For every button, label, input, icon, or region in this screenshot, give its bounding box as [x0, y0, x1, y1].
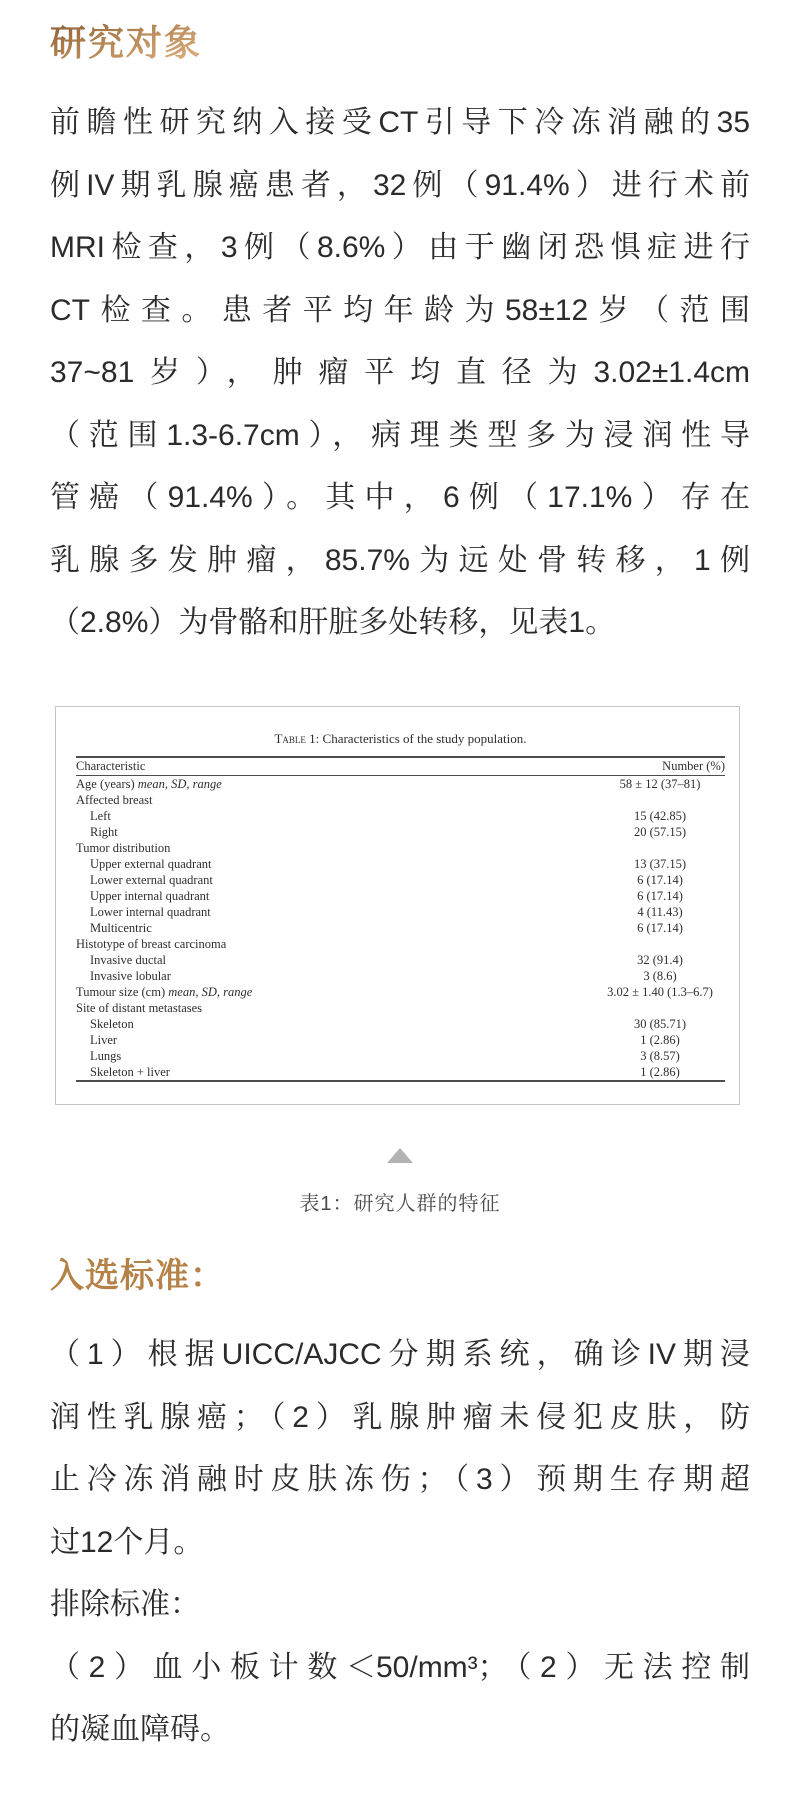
table-title-text: 1: Characteristics of the study population. — [305, 731, 527, 746]
table-row-label: Left — [90, 808, 111, 823]
table-row — [76, 888, 725, 904]
table-row-label: Liver — [90, 1032, 118, 1047]
table-row-value: 1 (2.86) — [640, 1032, 680, 1047]
paragraph-line: （2.8%）为骨骼和肝脏多处转移，见表1。 — [50, 606, 616, 639]
table-row-label: Site of distant metastases — [76, 1000, 203, 1015]
table-row — [76, 936, 725, 952]
table-row — [76, 1016, 725, 1032]
table-row-label: Affected breast — [76, 792, 153, 807]
table-row-value: 3 (8.6) — [643, 968, 677, 983]
table-title — [76, 731, 725, 747]
table-row — [76, 1048, 725, 1064]
table-row-label: Tumor distribution — [76, 840, 171, 855]
table-row — [76, 808, 725, 824]
table-row-label: Upper external quadrant — [90, 856, 212, 871]
table-row — [76, 984, 725, 1000]
table-row-value: 20 (57.15) — [633, 824, 687, 839]
table-row — [76, 792, 725, 808]
table-row-value: 15 (42.85) — [633, 808, 687, 823]
table-row — [76, 1000, 725, 1016]
paragraph-criteria — [50, 1324, 750, 1762]
paragraph-line: （1）根据UICC/AJCC分期系统，确诊IV期浸 — [50, 1338, 750, 1371]
table-row-value: 13 (37.15) — [633, 856, 687, 871]
table-header-row — [76, 756, 725, 776]
table-row-label: Lower external quadrant — [90, 872, 213, 887]
paragraph-line: 前瞻性研究纳入接受CT引导下冷冻消融的35 — [50, 106, 750, 139]
paragraph-line: 37~81岁），肿瘤平均直径为3.02±1.4cm — [50, 356, 750, 389]
table-row-label: Invasive lobular — [90, 968, 171, 983]
table-row-value: 1 (2.86) — [640, 1064, 680, 1079]
table-header-characteristic: Characteristic — [76, 759, 146, 773]
up-triangle-icon — [387, 1148, 413, 1163]
paragraph-line: （2）血小板计数＜50/mm³；（2）无法控制 — [50, 1650, 750, 1684]
table-row-label: Invasive ductal — [90, 952, 167, 967]
table-row — [76, 872, 725, 888]
table-row-value: 30 (85.71) — [633, 1016, 687, 1031]
table-row-label: Skeleton — [90, 1016, 134, 1031]
table-row — [76, 952, 725, 968]
paragraph-line: CT检查。患者平均年龄为58±12岁（范围 — [50, 293, 750, 327]
paragraph-line: 润性乳腺癌；（2）乳腺肿瘤未侵犯皮肤，防 — [50, 1400, 750, 1434]
table-row — [76, 968, 725, 984]
table-row-value: 32 (91.4) — [637, 952, 683, 967]
table-header-number: Number (%) — [662, 759, 725, 773]
table-row — [76, 1032, 725, 1048]
table-row-value: 6 (17.14) — [637, 920, 683, 935]
table-row-value: 6 (17.14) — [637, 872, 683, 887]
table-row — [76, 776, 725, 792]
paragraph-line: 止冷冻消融时皮肤冻伤；（3）预期生存期超 — [50, 1463, 750, 1496]
table-row — [76, 840, 725, 856]
table-row — [76, 920, 725, 936]
table-row-label: Upper internal quadrant — [90, 888, 210, 903]
section-heading-study-subjects: 研究对象 — [50, 20, 202, 66]
table-row — [76, 824, 725, 840]
table-row-label: Lungs — [90, 1048, 122, 1063]
table-row — [76, 904, 725, 920]
table-row-value: 4 (11.43) — [637, 904, 683, 919]
paragraph-line: MRI检查，3例（8.6%）由于幽闭恐惧症进行 — [50, 231, 750, 264]
table-row — [76, 856, 725, 872]
table-row-label: Right — [90, 824, 118, 839]
section-heading-inclusion-criteria: 入选标准： — [50, 1257, 225, 1295]
table-caption: 表1：研究人群的特征 — [299, 1193, 501, 1215]
paragraph-line: （范围1.3-6.7cm），病理类型多为浸润性导 — [50, 418, 750, 452]
paragraph-line: 乳腺多发肿瘤，85.7%为远处骨转移，1例 — [50, 543, 750, 577]
paragraph-line: 例IV期乳腺癌患者，32例（91.4%）进行术前 — [50, 168, 750, 202]
table-row-label: Lower internal quadrant — [90, 904, 211, 919]
paragraph-study-description — [50, 92, 750, 655]
table-row-label: Multicentric — [90, 920, 152, 935]
table-body — [76, 776, 725, 1082]
table-row-label: Tumour size (cm) mean, SD, range — [76, 984, 253, 999]
table-row — [76, 1064, 725, 1080]
table-row-value: 3 (8.57) — [640, 1048, 680, 1063]
table-row-value: 58 ± 12 (37–81) — [619, 776, 701, 791]
table-row-label: Skeleton + liver — [90, 1064, 170, 1079]
table1-figure — [55, 706, 740, 1105]
table-row-value: 6 (17.14) — [637, 888, 683, 903]
table-row-value: 3.02 ± 1.40 (1.3–6.7) — [607, 984, 713, 999]
paragraph-line: 排除标准： — [50, 1588, 200, 1621]
paragraph-line: 的凝血障碍。 — [50, 1713, 230, 1746]
paragraph-line: 过12个月。 — [50, 1525, 204, 1559]
table-row-label: Age (years) mean, SD, range — [76, 776, 222, 791]
paragraph-line: 管癌（91.4%）。其中，6例（17.1%）存在 — [50, 481, 750, 514]
table-row-label: Histotype of breast carcinoma — [76, 936, 227, 951]
table-title-label: Table — [274, 731, 306, 746]
